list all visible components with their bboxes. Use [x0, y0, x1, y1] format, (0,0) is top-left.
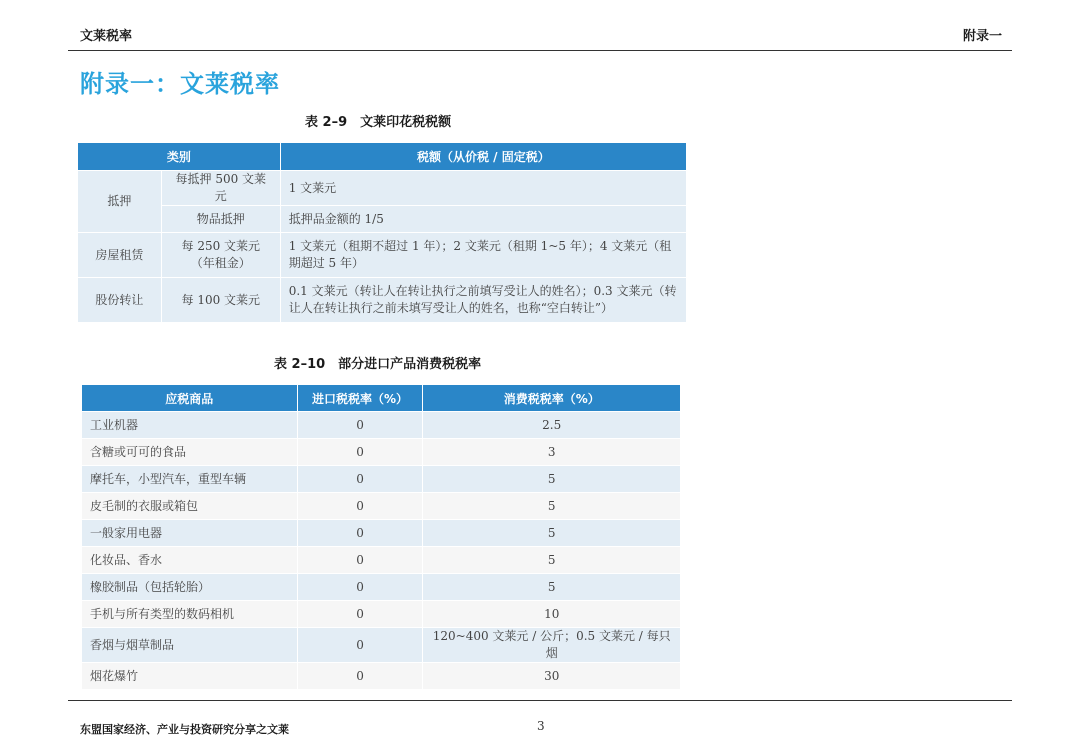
tax-amount-cell: 1 文莱元: [280, 171, 686, 206]
import-rate-cell: 0: [297, 439, 423, 466]
column-header-category: 类别: [78, 143, 281, 171]
goods-cell: 摩托车，小型汽车，重型车辆: [82, 466, 298, 493]
table-row: [82, 493, 681, 520]
table-row: [82, 663, 681, 690]
excise-rate-cell: 5: [423, 547, 681, 574]
column-header-import-rate: 进口税税率（%）: [297, 385, 423, 412]
excise-rate-cell: 10: [423, 601, 681, 628]
table-header-row: [78, 143, 687, 171]
table-row: [82, 547, 681, 574]
goods-cell: 橡胶制品（包括轮胎）: [82, 574, 298, 601]
table-row: [82, 574, 681, 601]
stamp-duty-table: [77, 142, 687, 323]
goods-cell: 皮毛制的衣服或箱包: [82, 493, 298, 520]
tax-amount-cell: 1 文莱元（租期不超过 1 年）；2 文莱元（租期 1~5 年）；4 文莱元（租期超过 5 年）: [280, 233, 686, 278]
import-rate-cell: 0: [297, 601, 423, 628]
table-header-row: [82, 385, 681, 412]
header-left-title: 文莱税率: [80, 29, 133, 44]
table-row: [78, 278, 687, 323]
excise-rate-cell: 30: [423, 663, 681, 690]
goods-cell: 工业机器: [82, 412, 298, 439]
import-rate-cell: 0: [297, 547, 423, 574]
subcategory-cell: 物品抵押: [161, 206, 280, 233]
subcategory-cell: 每 250 文莱元（年租金）: [161, 233, 280, 278]
import-excise-table: [81, 384, 681, 690]
header-divider: [68, 50, 1012, 51]
table-row: [82, 628, 681, 663]
header-right-title: 附录一: [962, 29, 1002, 44]
excise-rate-cell: 120~400 文莱元 / 公斤；0.5 文莱元 / 每只烟: [423, 628, 681, 663]
excise-rate-cell: 5: [423, 493, 681, 520]
import-rate-cell: 0: [297, 520, 423, 547]
table1-caption: 表 2–9 文莱印花税税额: [305, 115, 452, 130]
category-cell: 股份转让: [78, 278, 162, 323]
tax-amount-cell: 0.1 文莱元（转让人在转让执行之前填写受让人的姓名）；0.3 文莱元（转让人在转让执行之前未填写受让人的姓名，也称“空白转让”）: [280, 278, 686, 323]
table-row: [78, 206, 687, 233]
import-rate-cell: 0: [297, 412, 423, 439]
import-rate-cell: 0: [297, 663, 423, 690]
excise-rate-cell: 3: [423, 439, 681, 466]
page-number: 3: [537, 719, 545, 733]
column-header-tax-amount: 税额（从价税 / 固定税）: [280, 143, 686, 171]
subcategory-cell: 每抵押 500 文莱元: [161, 171, 280, 206]
tax-amount-cell: 抵押品金额的 1/5: [280, 206, 686, 233]
category-cell: 抵押: [78, 171, 162, 233]
column-header-goods: 应税商品: [82, 385, 298, 412]
goods-cell: 手机与所有类型的数码相机: [82, 601, 298, 628]
import-rate-cell: 0: [297, 574, 423, 601]
page-title: 附录一：文莱税率: [80, 69, 280, 98]
goods-cell: 一般家用电器: [82, 520, 298, 547]
subcategory-cell: 每 100 文莱元: [161, 278, 280, 323]
table-row: [82, 439, 681, 466]
import-rate-cell: 0: [297, 466, 423, 493]
goods-cell: 香烟与烟草制品: [82, 628, 298, 663]
excise-rate-cell: 5: [423, 574, 681, 601]
goods-cell: 含糖或可可的食品: [82, 439, 298, 466]
excise-rate-cell: 5: [423, 520, 681, 547]
goods-cell: 化妆品、香水: [82, 547, 298, 574]
footer-title: 东盟国家经济、产业与投资研究分享之文莱: [80, 723, 289, 736]
footer-divider: [68, 700, 1012, 701]
table-row: [82, 466, 681, 493]
excise-rate-cell: 5: [423, 466, 681, 493]
goods-cell: 烟花爆竹: [82, 663, 298, 690]
table-row: [82, 412, 681, 439]
table-row: [82, 601, 681, 628]
table-row: [78, 171, 687, 206]
category-cell: 房屋租赁: [78, 233, 162, 278]
import-rate-cell: 0: [297, 493, 423, 520]
table2-caption: 表 2–10 部分进口产品消费税税率: [274, 357, 482, 372]
table-row: [78, 233, 687, 278]
column-header-excise-rate: 消费税税率（%）: [423, 385, 681, 412]
import-rate-cell: 0: [297, 628, 423, 663]
excise-rate-cell: 2.5: [423, 412, 681, 439]
table-row: [82, 520, 681, 547]
